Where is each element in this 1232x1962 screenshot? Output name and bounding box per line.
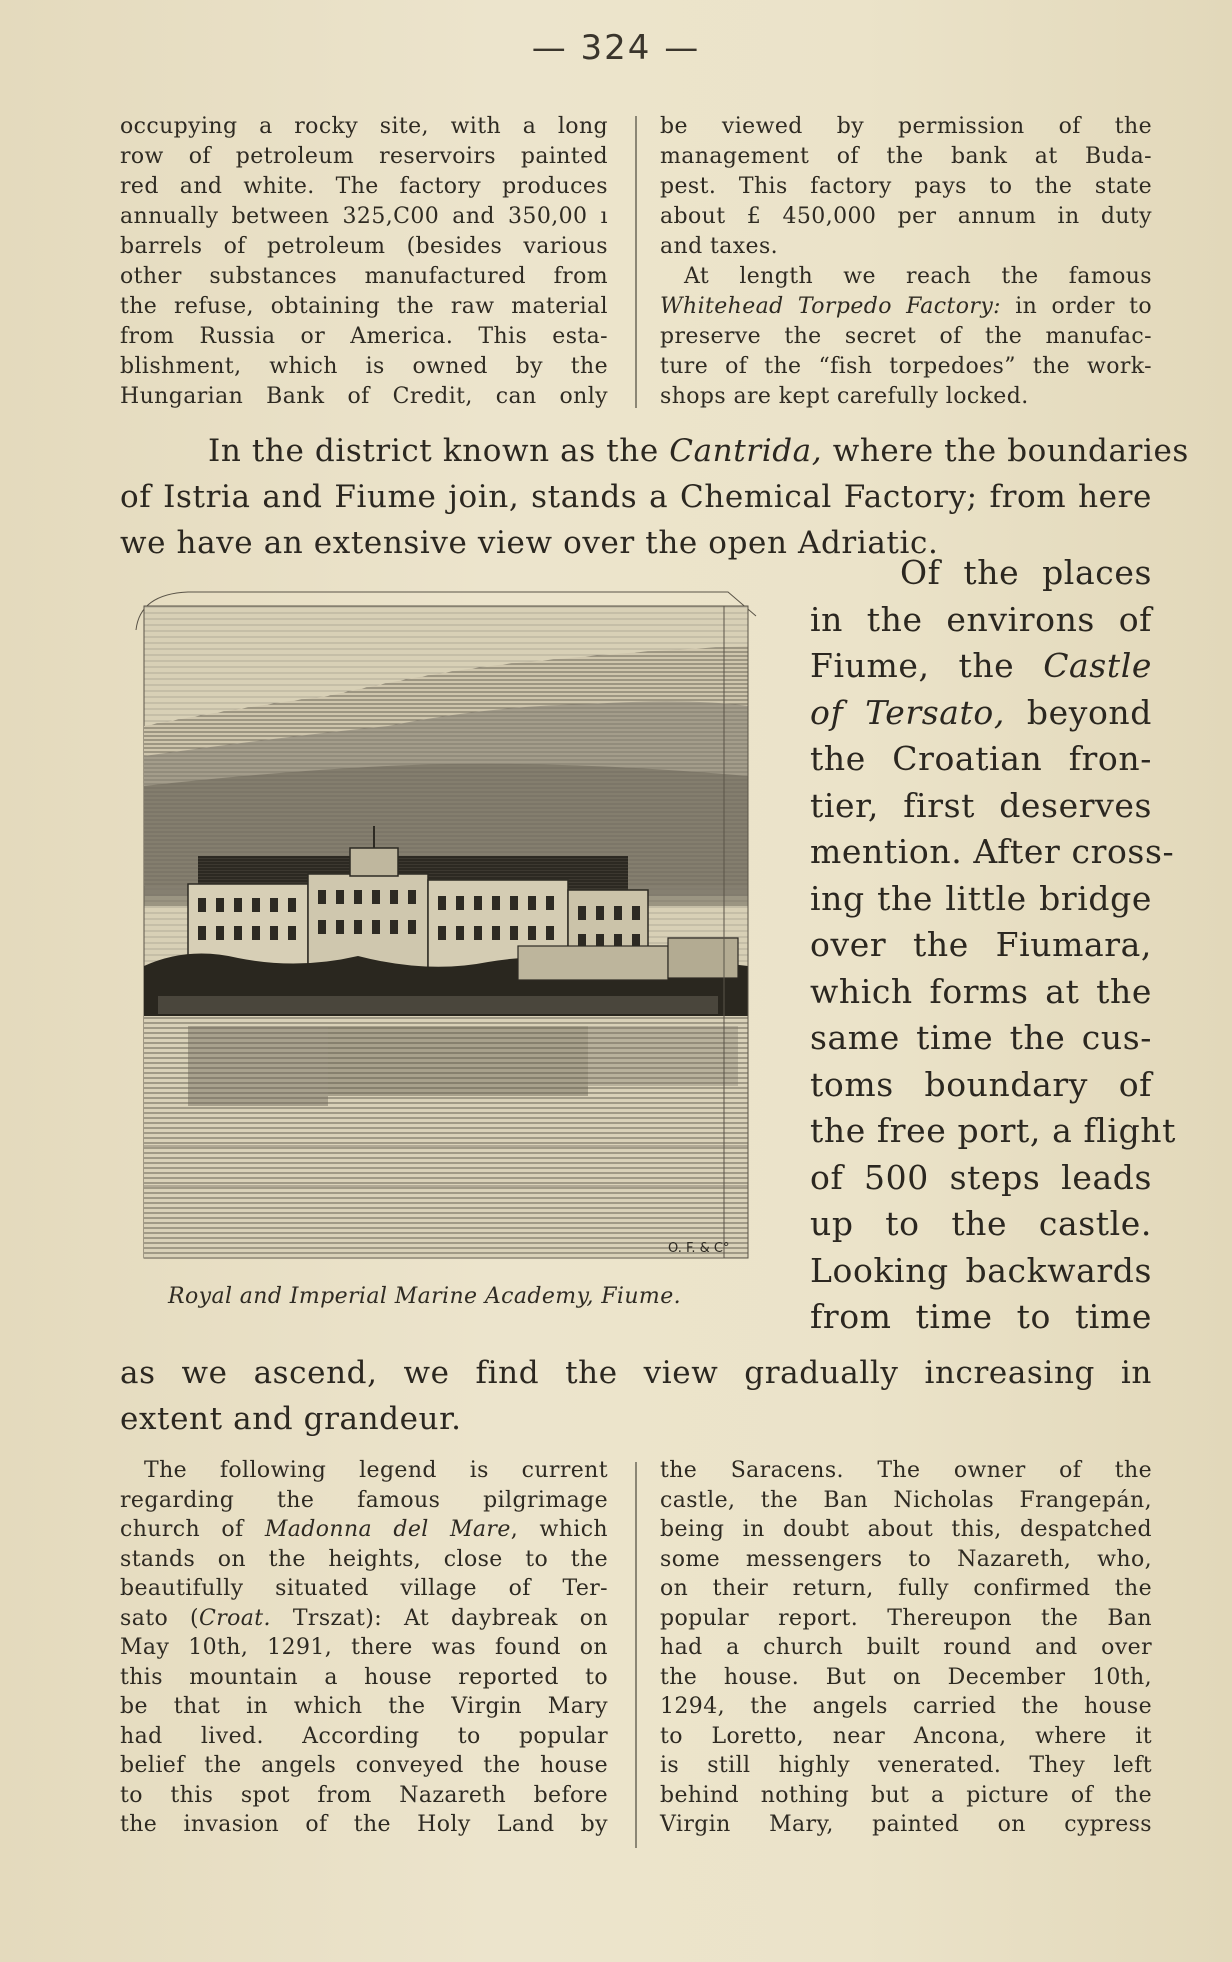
text-line: occupying a rocky site, with a long [120, 114, 608, 139]
text-line: stands on the heights, close to the [120, 1546, 608, 1572]
intro-text: In the district known as the [208, 433, 659, 469]
tail-line: as we ascend, we find the view gradually increasing in [120, 1355, 1152, 1391]
side-line: the Croatian fron- [810, 739, 1152, 778]
side-paragraph [810, 550, 1177, 1341]
side-line: tier, first deserves [810, 785, 1152, 825]
tail-line: extent and grandeur. [120, 1401, 462, 1437]
text-line: red and white. The factory produces [120, 174, 608, 199]
side-line: Of the places [900, 553, 1152, 592]
text-line: annually between 325,C00 and 350,00 ı [120, 204, 608, 229]
intro-line-3: we have an extensive view over the open Adriatic. [120, 525, 939, 561]
text-line: 1294, the angels carried the house [660, 1694, 1152, 1719]
side-line: mention. After cross- [810, 832, 1175, 871]
text-line: be viewed by permission of the [660, 114, 1152, 139]
side-line: from time to time [810, 1297, 1152, 1336]
text-line: behind nothing but a picture of the [660, 1782, 1152, 1808]
intro-text: where the boundaries [832, 433, 1189, 469]
side-line: same time the cus- [810, 1018, 1152, 1057]
intro-paragraph [120, 428, 1189, 566]
text-line: The following legend is current [144, 1458, 608, 1483]
text-line: blishment, which is owned by the [120, 354, 608, 379]
place-name-cantrida: Cantrida, [669, 433, 823, 469]
side-line: in the environs of [810, 599, 1152, 639]
factory-name: Whitehead Torpedo Factory: [660, 294, 1001, 319]
side-line: which forms at the [810, 971, 1152, 1011]
side-line: Looking backwards [810, 1250, 1152, 1290]
text-line: May 10th, 1291, there was found on [120, 1635, 608, 1660]
text-line: had a church built round and over [660, 1635, 1152, 1660]
text-line-madonna: church of Madonna del Mare, which [120, 1517, 608, 1542]
side-line: over the Fiumara, [810, 925, 1152, 964]
text-line: to Loretto, near Ancona, where it [660, 1723, 1152, 1749]
text-line: Virgin Mary, painted on cypress [660, 1812, 1152, 1837]
top-right-column [660, 112, 1152, 412]
text-line: Hungarian Bank of Credit, can only [120, 384, 608, 409]
side-line: up to the castle. [810, 1204, 1152, 1243]
text-line: this mountain a house reported to [120, 1664, 608, 1690]
side-line: toms boundary of [810, 1064, 1152, 1104]
side-line-castle [810, 643, 1152, 690]
text-line: the refuse, obtaining the raw material [120, 294, 608, 319]
text-line: and taxes. [660, 234, 779, 259]
text-line: on their return, fully confirmed the [660, 1576, 1152, 1601]
column-divider-bottom [635, 1462, 637, 1848]
intro-line-1 [120, 428, 1189, 474]
text-line: barrels of petroleum (besides various [120, 234, 608, 259]
side-text: Fiume, the [810, 646, 1015, 685]
bottom-left-column [120, 1456, 608, 1840]
page-number: — 324 — [531, 28, 701, 68]
text-line: to this spot from Nazareth before [120, 1782, 608, 1808]
bottom-right-column [660, 1456, 1152, 1840]
top-left-column [120, 112, 608, 412]
text-line: pest. This factory pays to the state [660, 174, 1152, 199]
text-line: regarding the famous pilgrimage [120, 1487, 608, 1513]
text-line: the house. But on December 10th, [660, 1664, 1152, 1690]
side-line-tersato [810, 690, 1152, 737]
figure-caption: Royal and Imperial Marine Academy, Fiume. [168, 1284, 682, 1309]
column-divider-top [635, 116, 637, 408]
text-line-italic-lead: Whitehead Torpedo Factory: in order to [660, 294, 1153, 319]
text-line: other substances manufactured from [120, 264, 608, 289]
engraving-illustration [128, 586, 764, 1264]
text-line: shops are kept carefully locked. [660, 384, 1029, 409]
text-line: At length we reach the famous [684, 264, 1152, 289]
tail-paragraph [120, 1350, 1152, 1442]
text-line: management of the bank at Buda- [660, 144, 1152, 169]
text-line-croat: sato (Croat. Trszat): At daybreak on [120, 1605, 609, 1631]
text-line: the Saracens. The owner of the [660, 1458, 1152, 1483]
engraver-signature: O. F. & C° [668, 1241, 730, 1256]
text-line: ture of the “fish torpedoes” the work- [660, 354, 1152, 379]
text-line: belief the angels conveyed the house [120, 1753, 608, 1778]
text-line: the invasion of the Holy Land by [120, 1812, 608, 1837]
text-line: from Russia or America. This esta- [120, 324, 608, 349]
side-line: ing the little bridge [810, 878, 1152, 918]
place-name-tersato: of Tersato, [810, 692, 1005, 732]
text-line: row of petroleum reservoirs painted [120, 144, 608, 169]
text-line: is still highly venerated. They left [660, 1753, 1152, 1778]
text-line: some messengers to Nazareth, who, [660, 1546, 1152, 1572]
text-line: about £ 450,000 per annum in duty [660, 204, 1152, 229]
marine-academy-engraving [128, 586, 764, 1264]
text-line: be that in which the Virgin Mary [120, 1694, 608, 1719]
side-line: the free port, a flight [810, 1111, 1177, 1150]
text-line: popular report. Thereupon the Ban [660, 1605, 1152, 1631]
text-line: beautifully situated village of Ter- [120, 1576, 608, 1601]
castle-word: Castle [1043, 646, 1152, 685]
text-line: had lived. According to popular [120, 1723, 608, 1749]
side-text: beyond [1026, 692, 1152, 732]
side-line: of 500 steps leads [810, 1157, 1152, 1197]
intro-line-2: of Istria and Fiume join, stands a Chemical Factory; from here [120, 479, 1152, 515]
text-line: being in doubt about this, despatched [660, 1517, 1152, 1542]
text-line: castle, the Ban Nicholas Frangepán, [660, 1487, 1152, 1513]
text-line: preserve the secret of the manufac- [660, 324, 1152, 349]
